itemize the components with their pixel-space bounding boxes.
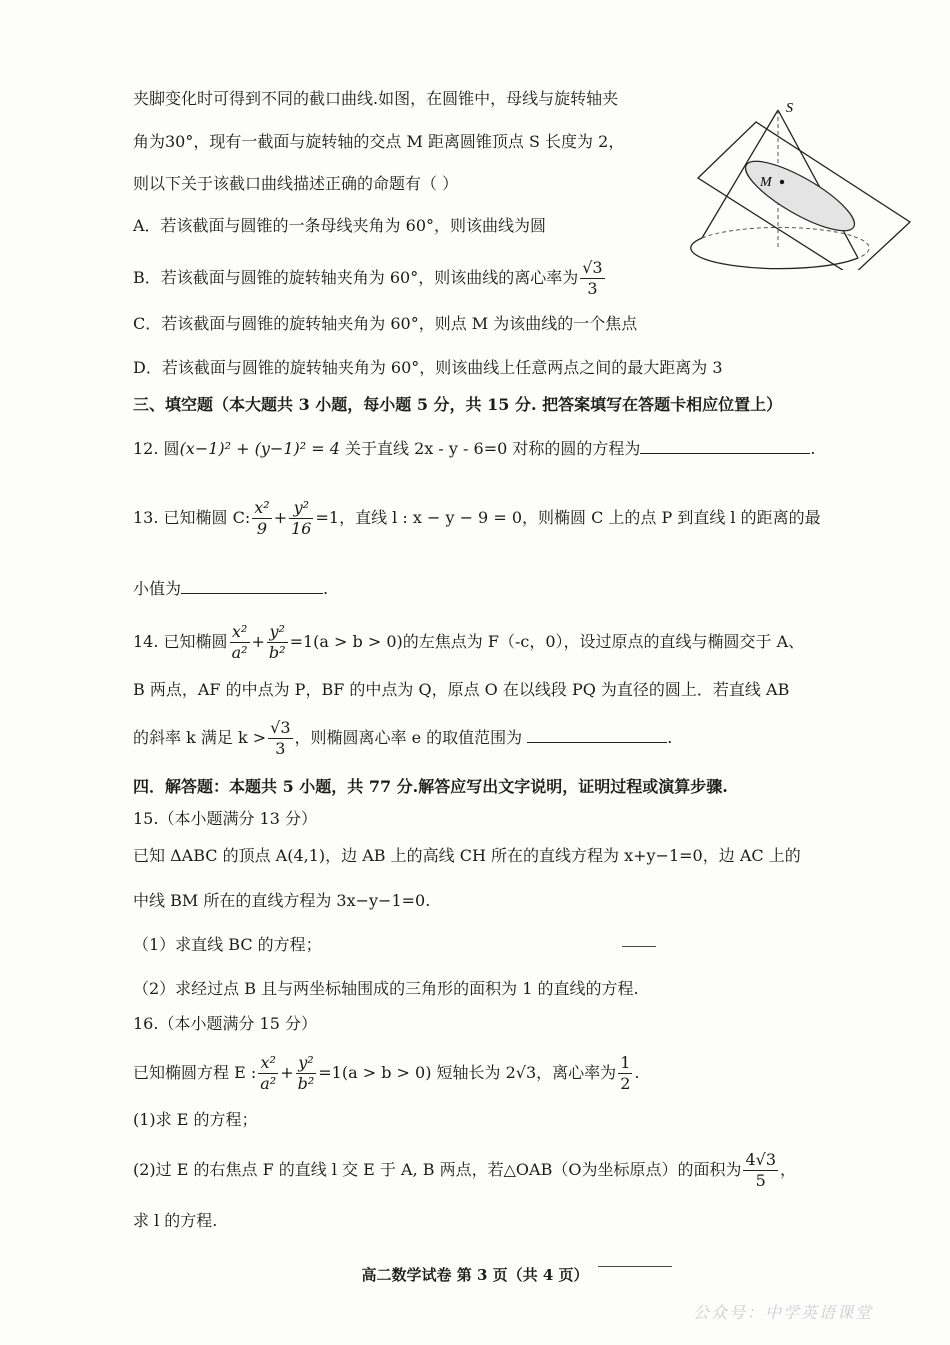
stray-mark [622,946,656,947]
q14-line3 [133,718,672,759]
q13-line2-text: 小值为 [133,579,182,598]
q16-frac1-den: a² [260,1074,277,1093]
q13-prefix: 已知椭圆 C: [163,508,251,527]
watermark: 公众号：中学英语课堂 [693,1303,874,1322]
q16-frac2 [296,1053,317,1094]
q16-cond: =1(a > b > 0) 短轴长为 2√3，离心率为 [318,1063,617,1082]
q16-frac2-den: b² [297,1074,315,1093]
page-footer: 高二数学试卷 第 3 页（共 4 页） [361,1266,589,1284]
q14-end: . [667,728,673,747]
q14-plus: + [251,632,265,651]
q14-frac1-den: a² [231,643,248,662]
q14-frac2-den: b² [268,643,286,662]
footer-mark [598,1266,672,1267]
q13-frac2 [289,498,313,539]
cone-section-figure [690,100,918,270]
q13-plus: + [273,508,288,527]
q14-number: 14. [133,632,159,651]
section4-title: 四．解答题：本题共 5 小题，共 77 分.解答应写出文字说明，证明过程或演算步骤. [133,777,728,796]
q12-end: . [810,439,816,458]
q12-prefix: 圆 [163,439,180,458]
q12-answer-blank[interactable] [640,439,810,454]
q15-line1: 已知 ΔABC 的顶点 A(4,1)，边 AB 上的高线 CH 所在的直线方程为 x+y−1=0，边 AC 上的 [133,846,801,865]
q11-intro-line2: 角为30°，现有一截面与旋转轴的交点 M 距离圆锥顶点 S 长度为 2， [133,132,625,151]
q13-frac1-den: 9 [256,519,268,538]
q14-answer-blank[interactable] [527,728,667,743]
q16-frac1 [258,1053,278,1094]
q13 [133,498,821,539]
q11-option-b-denominator: 3 [587,279,598,298]
q13-frac2-num: y² [289,498,313,519]
q11-intro-line1: 夹脚变化时可得到不同的截口曲线.如图，在圆锥中，母线与旋转轴夹 [133,89,619,108]
q14-line3-den: 3 [275,739,286,758]
q16-part2-num: 4√3 [745,1150,777,1169]
q12-number: 12. [133,439,159,458]
q13-answer-blank[interactable] [181,579,323,594]
q11-option-b [133,258,607,299]
q13-line2 [133,578,328,600]
q16-part2 [133,1150,796,1191]
section3-title: 三、填空题（本大题共 3 小题，每小题 5 分，共 15 分. 把答案填写在答题卡相应位置上） [133,395,783,414]
q16-e-num: 1 [620,1053,631,1072]
q16-part2-end: ， [780,1160,797,1179]
q14-frac1-num: x² [230,622,250,643]
q11-option-d: D．若该截面与圆锥的旋转轴夹角为 60°，则该曲线上任意两点之间的最大距离为 3 [133,358,723,377]
q16-eccentricity [618,1053,632,1094]
q16-plus: + [280,1063,294,1082]
cone-base-front [691,238,858,269]
q14 [133,622,804,663]
q11-option-a: A．若该截面与圆锥的一条母线夹角为 60°，则该曲线为圆 [133,216,547,235]
q14-line3-suffix: ，则椭圆离心率 e 的取值范围为 [294,728,523,747]
q15-header: 15.（本小题满分 13 分） [133,809,317,828]
q16-part2-fraction [743,1150,778,1191]
q16-part2-line2: 求 l 的方程. [133,1211,218,1230]
q13-number: 13. [133,508,159,527]
q16-end: . [634,1063,640,1082]
q16-prefix: 已知椭圆方程 E : [133,1063,257,1082]
q11-option-b-fraction [580,258,604,299]
q14-line3-num: √3 [270,718,291,737]
q13-frac2-den: 16 [291,519,312,538]
q14-line2: B 两点，AF 的中点为 P，BF 的中点为 Q，原点 O 在以线段 PQ 为直径的圆上．若直线 AB [133,680,790,699]
q13-frac1-num: x² [254,498,270,517]
q13-frac1 [252,498,271,539]
q13-eq: =1，直线 l : x − y − 9 = 0，则椭圆 C 上的点 P 到直线 l 的距离的最 [315,508,821,527]
q12 [133,438,815,460]
q11-intro-line3: 则以下关于该截口曲线描述正确的命题有（ ） [133,174,459,193]
q15-part1: （1）求直线 BC 的方程； [133,935,322,954]
section-ellipse [737,149,862,242]
q13-end: . [323,579,329,598]
point-m [780,180,784,184]
q12-equation: (x−1)² + (y−1)² = 4 [179,439,340,458]
q16-part1: (1)求 E 的方程； [133,1110,258,1129]
q16-part2-text: (2)过 E 的右焦点 F 的直线 l 交 E 于 A, B 两点，若△OAB（O为坐标原点）的面积为 [133,1160,742,1179]
q12-middle: 关于直线 2x - y - 6=0 对称的圆的方程为 [345,439,641,458]
q16-e-den: 2 [620,1074,631,1093]
q14-frac2 [267,622,288,663]
q15-part2: （2）求经过点 B 且与两坐标轴围成的三角形的面积为 1 的直线的方程. [133,979,639,998]
q11-option-b-numerator: √3 [582,258,603,277]
q14-frac1 [230,622,250,663]
q14-line3-fraction [268,718,292,759]
q11-option-c: C．若该截面与圆锥的旋转轴夹角为 60°，则点 M 为该曲线的一个焦点 [133,314,638,333]
q14-cond: =1(a > b > 0)的左焦点为 F（-c，0），设过原点的直线与椭圆交于 A、 [289,632,805,651]
q16-part2-den: 5 [755,1171,766,1190]
q16-frac1-num: x² [258,1053,278,1074]
q16-header: 16.（本小题满分 15 分） [133,1014,317,1033]
label-s: S [786,101,793,116]
q14-prefix: 已知椭圆 [163,632,228,651]
q15-line2: 中线 BM 所在的直线方程为 3x−y−1=0. [133,891,431,910]
label-m: M [760,175,772,190]
q14-frac2-num: y² [267,622,288,643]
q16-frac2-num: y² [296,1053,317,1074]
q11-option-b-text: B．若该截面与圆锥的旋转轴夹角为 60°，则该曲线的离心率为 [133,268,579,287]
q16-statement [133,1053,639,1094]
q14-line3-prefix: 的斜率 k 满足 k > [133,728,267,747]
